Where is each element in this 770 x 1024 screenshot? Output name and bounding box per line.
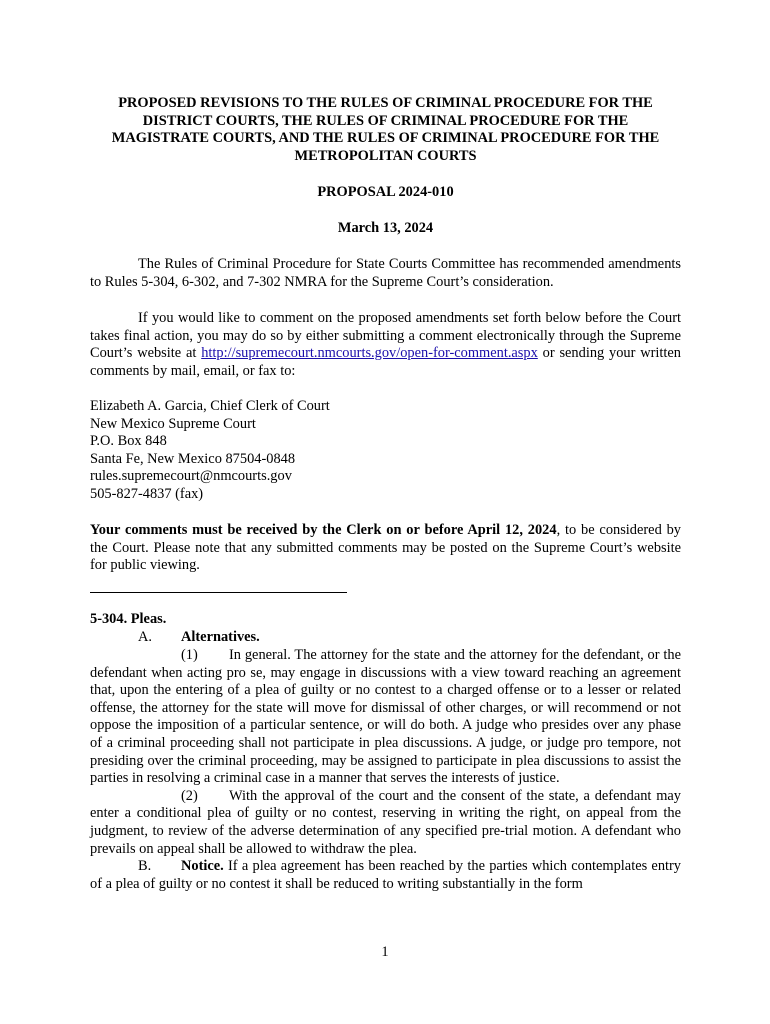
mailing-address [90,398,681,504]
rule-body [90,647,681,893]
page-number: 1 [381,944,389,960]
address-court: New Mexico Supreme Court [90,415,256,432]
address-fax: 505-827-4837 (fax) [90,485,204,502]
paragraph-2-number: (2) [181,787,198,804]
paragraph-1-number: (1) [181,647,198,663]
deadline-paragraph [90,522,681,575]
proposal-date: March 13, 2024 [337,220,434,236]
subsection-a-title: Alternatives. [181,629,260,645]
title-line: PROPOSED REVISIONS TO THE RULES OF CRIMINAL PROCEDURE FOR THE [118,95,653,111]
proposal-number: PROPOSAL 2024-010 [317,184,454,200]
paragraph-2 [90,788,681,858]
subsection-b-title: Notice. [181,858,224,875]
paragraph-1 [90,647,681,788]
rule-heading: 5-304. Pleas. [90,611,167,627]
address-name: Elizabeth A. Garcia, Chief Clerk of Court [90,398,330,414]
title-line: MAGISTRATE COURTS, AND THE RULES OF CRIMINAL PROCEDURE FOR THE [111,130,660,147]
subsection-b-text: If a plea agreement has been reached by the parties which contemplates entry of a plea of guilty or no contest it shall be reduced to writing substantially in the form [90,858,681,892]
paragraph-1-text: In general. The attorney for the state and the attorney for the defendant, or the defendant when acting pro se, may engage in discussions with a view toward reaching an agreement that, upon the entering of a plea of guilty or no contest to a charged offense or to a lesser or related offense, the attorney for the state will move for dismissal of other charges, or will recommend or not oppose the imposition of a particular sentence, or will do both. A judge who presides over any phase of a criminal proceeding shall not participate in plea discussions. A judge, or judge pro tempore, not presiding over the criminal proceeding, may be assigned to participate in plea discussions to assist the parties in resolving a criminal case in a manner that serves the interests of justice. [90,647,681,787]
title-line: DISTRICT COURTS, THE RULES OF CRIMINAL PROCEDURE FOR THE [142,112,629,129]
deadline-bold: Your comments must be received by the Clerk on or before April 12, 2024 [90,522,557,538]
title-line: METROPOLITAN COURTS [294,147,477,164]
comment-instructions [90,310,681,380]
subsection-b [90,858,681,893]
comment-text-before: If you would like to comment on the proposed amendments set forth below before the Court takes final action, you may do so by either submitting a comment electronically through the Supreme Court’s website at [90,310,681,362]
deadline-rest: , to be considered by the Court. Please note that any submitted comments may be posted on the Supreme Court’s website for public viewing. [90,522,681,574]
intro-paragraph: The Rules of Criminal Procedure for State Courts Committee has recommended amendments to Rules 5-304, 6-302, and 7-302 NMRA for the Supreme Court’s consideration. [90,256,681,290]
address-po-box: P.O. Box 848 [90,433,167,450]
comment-text-after: or sending your written comments by mail, email, or fax to: [90,345,681,379]
section-divider [90,592,347,593]
paragraph-2-text: With the approval of the court and the consent of the state, a defendant may enter a conditional plea of guilty or no contest, reserving in writing the right, on appeal from the judgment, to review of the adverse determination of any specified pre-trial motion. A defendant who prevails on appeal shall be allowed to withdraw the plea. [90,787,681,857]
subsection-b-letter: B. [138,858,152,875]
subsection-a-heading [90,629,681,647]
address-email: rules.supremecourt@nmcourts.gov [90,468,292,485]
address-city: Santa Fe, New Mexico 87504-0848 [90,450,296,467]
subsection-a-letter: A. [138,629,152,645]
open-for-comment-link[interactable]: http://supremecourt.nmcourts.gov/open-for-comment.aspx [201,345,538,362]
document-title [90,95,681,165]
